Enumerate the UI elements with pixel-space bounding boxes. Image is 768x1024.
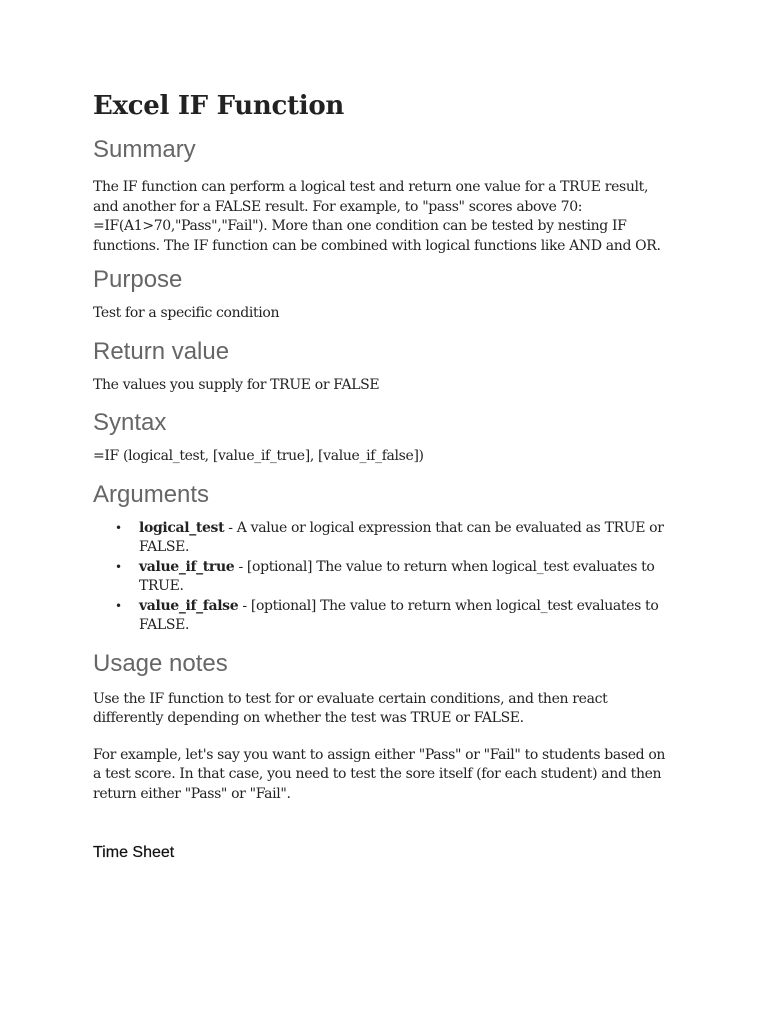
return-value-text: The values you supply for TRUE or FALSE [93,376,380,393]
usage-notes-heading: Usage notes [93,649,228,677]
argument-description: - [optional] The value to return when logical_test evaluates to TRUE. [139,558,655,594]
syntax-text: =IF (logical_test, [value_if_true], [value_if_false]) [93,448,424,464]
list-item [93,597,668,636]
arguments-list [93,519,668,636]
argument-description: - [optional] The value to return when logical_test evaluates to FALSE. [139,597,659,633]
arguments-heading: Arguments [93,480,210,508]
time-sheet-heading: Time Sheet [93,844,175,861]
document-title: Excel IF Function [93,91,344,121]
usage-notes-paragraph-1: Use the IF function to test for or evaluate certain conditions, and then react differently depending on whether the test was TRUE or FALSE. [93,690,608,726]
summary-heading: Summary [93,136,196,163]
bullet-icon: • [115,598,122,613]
bullet-icon: • [115,559,122,574]
list-item [93,558,668,597]
purpose-heading: Purpose [93,266,183,293]
usage-notes-paragraph-2: For example, let's say you want to assign either "Pass" or "Fail" to students based on a test score. In that case, you need to test the sore itself (for each student) and then return either "Pass" or "Fail". [93,746,666,802]
argument-name: logical_test [139,519,225,536]
syntax-heading: Syntax [93,409,167,436]
purpose-text: Test for a specific condition [93,305,280,321]
return-value-heading: Return value [93,337,230,365]
summary-text: The IF function can perform a logical test and return one value for a TRUE result, and another for a FALSE result. For example, to "pass" scores above 70: =IF(A1>70,"Pass","Fail"). More than one condition can be tested by nesting IF functions. The IF function can be combined with logical functions like AND and OR. [93,179,661,254]
argument-name: value_if_false [139,597,239,614]
argument-name: value_if_true [139,558,235,575]
list-item [93,519,668,558]
argument-description: - A value or logical expression that can be evaluated as TRUE or FALSE. [139,519,664,555]
bullet-icon: • [115,520,122,535]
